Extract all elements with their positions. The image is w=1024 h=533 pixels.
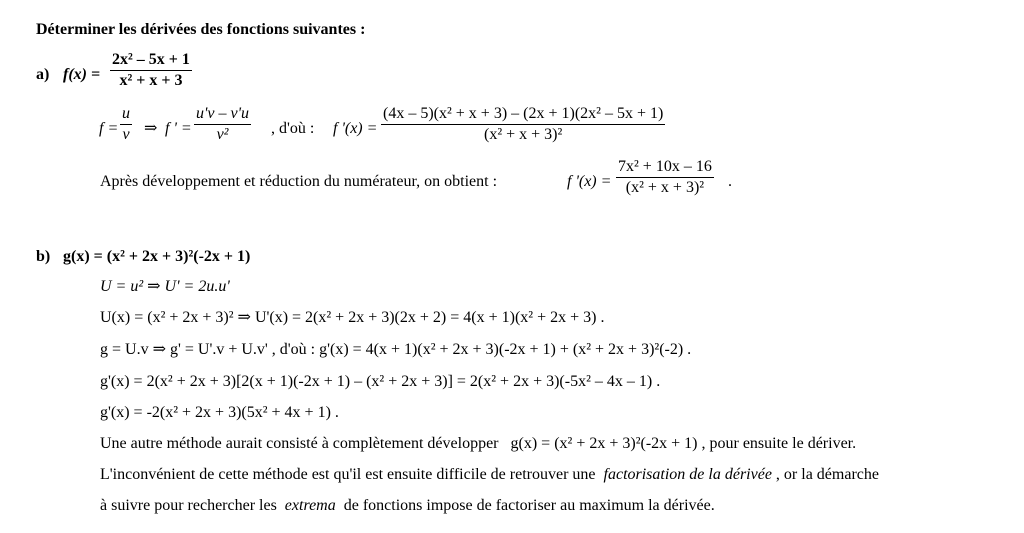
part-b-line-5: g'(x) = -2(x² + 2x + 3)(5x² + 4x + 1) . (100, 404, 339, 421)
fraction-numerator: (4x – 5)(x² + x + 3) – (2x + 1)(2x² – 5x + 1) (383, 105, 664, 122)
fprime-fraction (381, 106, 665, 143)
line-6-text-start: Une autre méthode aurait consisté à complètement développer (100, 435, 499, 452)
fraction-numerator: 2x² – 5x + 1 (112, 51, 190, 68)
quotient-rule-formula (194, 106, 251, 143)
line-8-emphasis: extrema (284, 497, 336, 514)
fraction-denominator: v² (194, 124, 251, 143)
quotient-rule-lhs: f = (99, 120, 119, 137)
part-b-line-3: g = U.v ⇒ g' = U'.v + U.v' , d'où : g'(x) = 4(x + 1)(x² + 2x + 3)(-2x + 1) + (x² + 2x + 3)²(-2) . (100, 341, 692, 358)
line-6-text-end: , pour ensuite le dériver. (701, 435, 857, 452)
page-title: Déterminer les dérivées des fonctions suivantes : (36, 21, 366, 38)
part-b-line-7 (100, 467, 879, 483)
apres-text: Après développement et réduction du numérateur, on obtient : (100, 173, 498, 190)
fraction-denominator: v (120, 124, 132, 143)
dou-text: , d'où : (271, 120, 315, 137)
part-a-function-lhs: f(x) = (63, 66, 101, 83)
part-b-line-6 (100, 436, 856, 452)
quotient-rule-fprime: f ' = (165, 120, 192, 137)
part-b-line-1: U = u² ⇒ U' = 2u.u' (100, 278, 230, 295)
fraction-denominator: x² + x + 3 (110, 70, 192, 89)
line-6-formula: g(x) = (x² + 2x + 3)²(-2x + 1) (510, 435, 698, 452)
line-7-text-end: , or la démarche (775, 466, 879, 483)
line-7-text-start: L'inconvénient de cette méthode est qu'il est ensuite difficile de retrouver une (100, 466, 596, 483)
result-period: . (728, 173, 732, 190)
part-b-label: b) (36, 248, 51, 265)
part-a-label: a) (36, 66, 50, 83)
fraction-numerator: u (122, 105, 130, 122)
part-b-function: g(x) = (x² + 2x + 3)²(-2x + 1) (63, 248, 251, 265)
quotient-rule-uv (120, 106, 132, 143)
implies-arrow: ⇒ (144, 120, 158, 137)
fraction-numerator: 7x² + 10x – 16 (618, 158, 712, 175)
result-lhs: f '(x) = (567, 173, 612, 190)
line-7-emphasis: factorisation de la dérivée (603, 466, 772, 483)
fraction-numerator: u'v – v'u (196, 105, 250, 122)
fprime-lhs: f '(x) = (333, 120, 378, 137)
line-8-text-start: à suivre pour rechercher les (100, 497, 277, 514)
line-8-text-end: de fonctions impose de factoriser au maximum la dérivée. (343, 497, 715, 514)
part-b-line-4: g'(x) = 2(x² + 2x + 3)[2(x + 1)(-2x + 1) – (x² + 2x + 3)] = 2(x² + 2x + 3)(-5x² – 4x – 1) . (100, 373, 661, 390)
fraction-denominator: (x² + x + 3)² (616, 177, 714, 196)
fraction-denominator: (x² + x + 3)² (381, 124, 665, 143)
part-b-line-2: U(x) = (x² + 2x + 3)² ⇒ U'(x) = 2(x² + 2x + 3)(2x + 2) = 4(x + 1)(x² + 2x + 3) . (100, 309, 605, 326)
part-b-line-8 (100, 498, 715, 514)
result-fraction (616, 159, 714, 196)
part-a-function-fraction (110, 52, 192, 89)
